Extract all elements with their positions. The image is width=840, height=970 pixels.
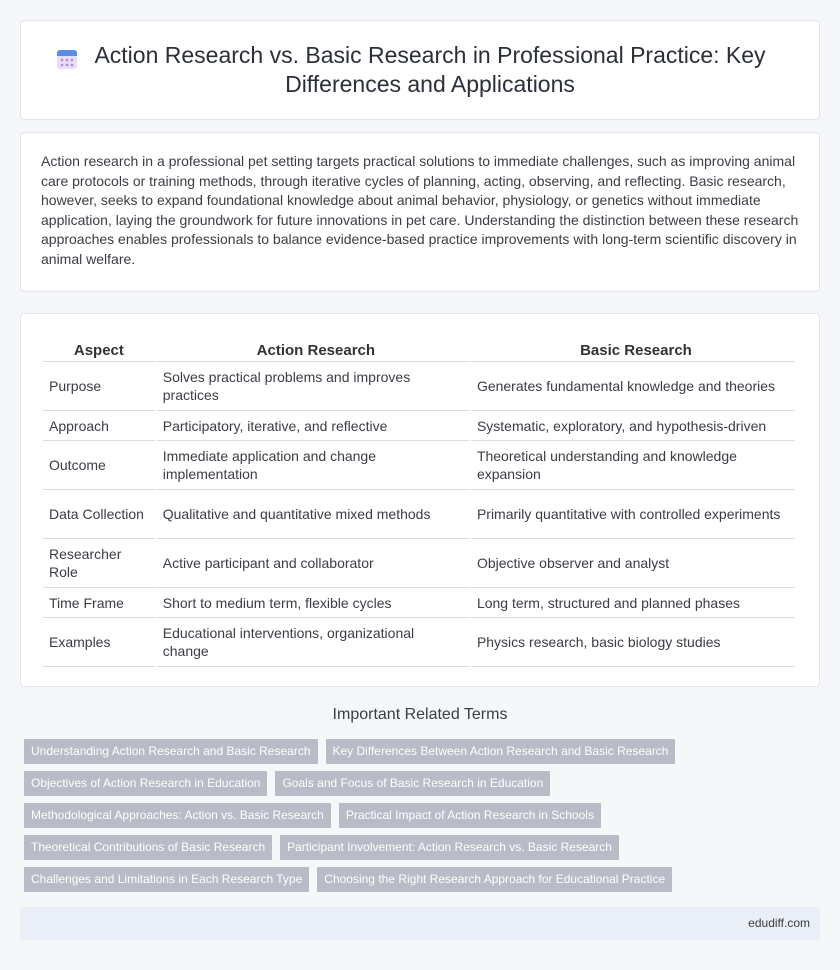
page-title: Action Research vs. Basic Research in Professional Practice: Key Differences and Applications: [94, 42, 766, 97]
cell-basic: Primarily quantitative with controlled experiments: [471, 490, 795, 539]
cell-action: Active participant and collaborator: [157, 539, 469, 588]
cell-aspect: Data Collection: [43, 490, 155, 539]
cell-action: Qualitative and quantitative mixed methods: [157, 490, 469, 539]
cell-basic: Theoretical understanding and knowledge expansion: [471, 441, 795, 490]
related-term-link[interactable]: Goals and Focus of Basic Research in Education: [275, 771, 550, 796]
related-terms-list: [24, 739, 784, 899]
related-terms-heading: Important Related Terms: [332, 706, 508, 723]
related-term-link[interactable]: Understanding Action Research and Basic Research: [24, 739, 318, 764]
cell-aspect: Purpose: [43, 362, 155, 411]
cell-aspect: Examples: [43, 618, 155, 667]
cell-action: Short to medium term, flexible cycles: [157, 588, 469, 618]
intro-card: [20, 132, 820, 292]
header-basic-research: Basic Research: [471, 332, 795, 362]
cell-basic: Generates fundamental knowledge and theories: [471, 362, 795, 411]
cell-action: Solves practical problems and improves practices: [157, 362, 469, 411]
related-term-link[interactable]: Theoretical Contributions of Basic Research: [24, 835, 272, 860]
table-row: [43, 362, 795, 411]
cell-aspect: Approach: [43, 411, 155, 441]
cell-aspect: Outcome: [43, 441, 155, 490]
table-header-row: [43, 332, 795, 362]
table-row: [43, 490, 795, 539]
related-term-link[interactable]: Practical Impact of Action Research in Schools: [339, 803, 601, 828]
related-term-link[interactable]: Choosing the Right Research Approach for Educational Practice: [317, 867, 672, 892]
header-aspect: Aspect: [43, 332, 155, 362]
related-term-link[interactable]: Participant Involvement: Action Research vs. Basic Research: [280, 835, 619, 860]
cell-action: Educational interventions, organizational change: [157, 618, 469, 667]
table-row: [43, 441, 795, 490]
table-row: [43, 411, 795, 441]
cell-basic: Long term, structured and planned phases: [471, 588, 795, 618]
comparison-card: [20, 313, 820, 687]
related-term-link[interactable]: Key Differences Between Action Research and Basic Research: [326, 739, 676, 764]
related-term-link[interactable]: Methodological Approaches: Action vs. Basic Research: [24, 803, 331, 828]
intro-paragraph: Action research in a professional pet setting targets practical solutions to immediate challenges, such as improving animal care protocols or training methods, through iterative cycles of planning, acting, observing, and reflecting. Basic research, however, seeks to expand foundational knowledge about animal behavior, physiology, or genetics without immediate application, laying the groundwork for future innovations in pet care. Understanding the distinction between these research approaches enables professionals to balance evidence-based practice improvements with long-term scientific discovery in animal welfare.: [41, 153, 799, 267]
cell-aspect: Researcher Role: [43, 539, 155, 588]
cell-basic: Physics research, basic biology studies: [471, 618, 795, 667]
cell-basic: Objective observer and analyst: [471, 539, 795, 588]
table-row: [43, 618, 795, 667]
site-name[interactable]: edudiff.com: [748, 916, 810, 930]
related-term-link[interactable]: Objectives of Action Research in Education: [24, 771, 267, 796]
cell-aspect: Time Frame: [43, 588, 155, 618]
cell-basic: Systematic, exploratory, and hypothesis-driven: [471, 411, 795, 441]
header-action-research: Action Research: [157, 332, 469, 362]
header-card: [20, 20, 820, 120]
table-row: [43, 539, 795, 588]
footer: [20, 907, 820, 940]
cell-action: Immediate application and change implementation: [157, 441, 469, 490]
table-row: [43, 588, 795, 618]
related-term-link[interactable]: Challenges and Limitations in Each Research Type: [24, 867, 309, 892]
comparison-table: [41, 332, 797, 667]
cell-action: Participatory, iterative, and reflective: [157, 411, 469, 441]
